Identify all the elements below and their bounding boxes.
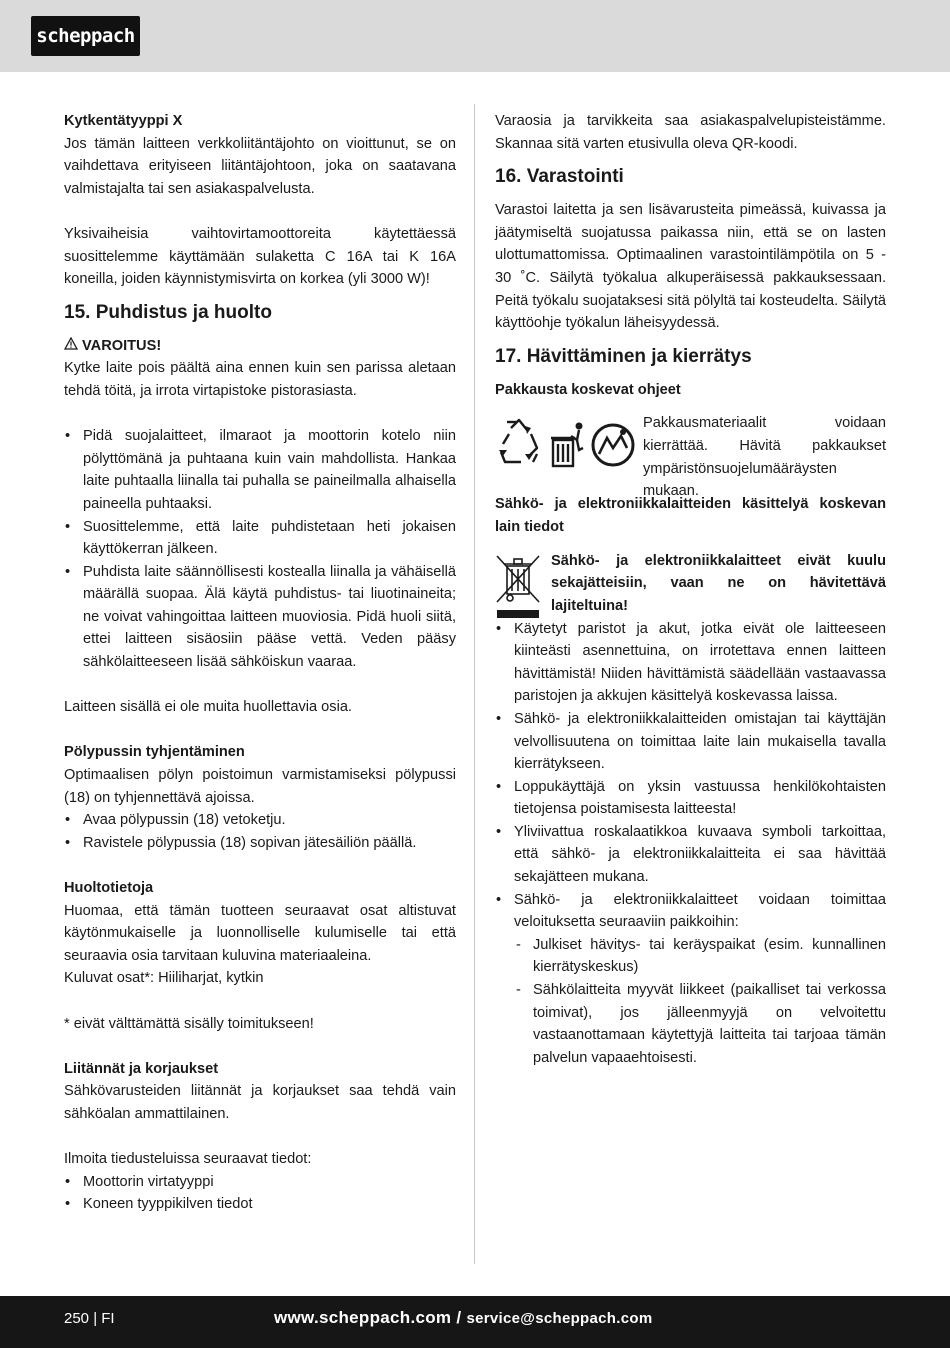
recycling-icons <box>495 418 637 474</box>
list-item: • Moottorin virtatyyppi <box>64 1171 456 1194</box>
packaging-text: Pakkausmateriaalit voidaan kierrättää. Hävitä pakkaukset ympäristönsuojelumääräysten mukaan. <box>643 415 886 500</box>
weee-bold-text: Sähkö- ja elektroniikkalaitteet eivät kuulu sekajätteisiin, vaan ne on hävitettävä lajiteltuina! <box>551 552 886 614</box>
page-footer <box>0 1296 950 1348</box>
dust-heading: Pölypussin tyhjentäminen <box>64 744 245 761</box>
warning-text: Kytke laite pois päältä aina ennen kuin sen parissa aletaan tehdä töitä, ja irrota virtapistoke pistorasiasta. <box>64 360 456 399</box>
service-text: Huomaa, että tämän tuotteen seuraavat osat altistuvat käytönmukaiselle ja luonnolliselle kulumiselle tai että seuraavia osia tarvitaan kuluvina materiaaleina. <box>64 902 456 964</box>
list-item: • Suosittelemme, että laite puhdistetaan heti jokaisen käyttökerran jälkeen. <box>64 516 456 561</box>
right-column <box>495 110 886 1069</box>
single-phase-text: Yksivaiheisia vaihtovirtamoottoreita käytettäessä suosittelemme käyttämään sulaketta C 16A tai K 16A koneilla, joiden käynnistymisvirta on korkea (yli 3000 W)! <box>64 225 456 288</box>
page-number-value: 250 <box>64 1310 90 1327</box>
crossed-out-bin-icon <box>495 554 543 628</box>
list-item: • Avaa pölypussin (18) vetoketju. <box>64 809 456 832</box>
column-divider <box>474 104 475 1264</box>
list-item: - Sähkölaitteita myyvät liikkeet (paikalliset tai verkossa toimivat), jos jälleenmyyjä on velvoitettu vastaanottamaan käytettyjä laitteita tai tarjoaa tämän palvelun vapaaehtoisesti. <box>514 979 886 1069</box>
list-item: - Julkiset hävitys- tai keräyspaikat (esim. kunnallinen kierrätyskeskus) <box>514 934 886 979</box>
list-item: • Käytetyt paristot ja akut, jotka eivät ole laitteeseen kiinteästi asennettuina, on irrotettava ennen laitteen hävittämistä! Niiden hävittämistä säädellään vastaavassa paristojen ja akkujen käsittelyä koskevassa laissa. <box>495 618 886 708</box>
storage-text: Varastoi laitetta ja sen lisävarusteita pimeässä, kuivassa ja jäätymiseltä suojatussa paikassa niin, että se on lasten ulottumattomissa. Optimaalinen varastointilämpötila on 5 - 30 ˚C. Säilytä työkalua alkuperäisessä pakkauksessaan. Peitä työkalu suojataksesi sitä pölyltä tai kosteudelta. Säilytä käyttöohje työkalun läheisyydessä. <box>495 202 887 332</box>
list-item: • Sähkö- ja elektroniikkalaitteet voidaan toimittaa veloituksetta seuraaviin paikkoihin: <box>495 889 886 934</box>
connections-heading: Liitännät ja korjaukset <box>64 1060 219 1077</box>
weee-heading: Sähkö- ja elektroniikkalaitteiden käsittelyä koskevan lain tiedot <box>495 496 886 535</box>
cleaning-list <box>64 425 456 674</box>
inquiry-list <box>64 1171 456 1216</box>
service-heading: Huoltotietoja <box>64 880 154 896</box>
inquiry-text: Ilmoita tiedusteluissa seuraavat tiedot: <box>64 1151 312 1168</box>
list-item: • Sähkö- ja elektroniikkalaitteiden omistajan tai käyttäjän velvollisuutena on toimittaa laite lain mukaisella tavalla kierrätykseen. <box>495 708 886 776</box>
wear-parts: Kuluvat osat*: Hiiliharjat, kytkin <box>64 970 264 987</box>
packaging-heading: Pakkausta koskevat ohjeet <box>495 381 681 398</box>
weee-list <box>495 618 886 934</box>
email-link[interactable]: service@scheppach.com <box>466 1310 653 1327</box>
packaging-block <box>495 412 886 500</box>
connections-text: Sähkövarusteiden liitännät ja korjaukset saa tehdä vain sähköalan ammattilainen. <box>64 1083 456 1122</box>
footnote: * eivät välttämättä sisälly toimitukseen! <box>64 1015 314 1032</box>
type-x-heading: Kytkentätyyppi X <box>64 113 183 129</box>
list-item: • Koneen tyyppikilven tiedot <box>64 1193 456 1216</box>
list-item: • Puhdista laite säännöllisesti kostealla liinalla ja vähäisellä määrällä suopaa. Älä käytä puhdistus- tai liuotinaineita; ne voivat vahingoittaa laitteen muoviosia. Pidä huoli siitä, ettei laitteen sisäosiin pääse vettä. Veden pääsy sähkölaitteeseen lisää sähköiskun vaaraa. <box>64 561 456 674</box>
section-16-title: 16. Varastointi <box>495 166 624 188</box>
packaging-icons <box>495 418 637 474</box>
language-code: FI <box>101 1310 115 1327</box>
list-item: • Ravistele pölypussia (18) sopivan jätesäiliön päällä. <box>64 832 456 855</box>
type-x-text: Jos tämän laitteen verkkoliitäntäjohto on vioittunut, se on vaihdettava erityiseen liitäntäjohtoon, joka on saatavana valmistajalta tai sen asiakaspalvelusta. <box>64 135 456 197</box>
dust-text: Optimaalisen pölyn poistoimun varmistamiseksi pölypussi (18) on tyhjennettävä ajoissa. <box>64 767 456 806</box>
spare-parts-text: Varaosia ja tarvikkeita saa asiakaspalvelupisteistämme. Skannaa sitä varten etusivulla oleva QR-koodi. <box>495 113 886 152</box>
list-item: • Loppukäyttäjä on yksin vastuussa henkilökohtaisten tietojensa poistamisesta laitteesta! <box>495 776 886 821</box>
page-header <box>0 0 950 72</box>
list-item: • Pidä suojalaitteet, ilmaraot ja moottorin kotelo niin pölyttömänä ja puhtaana kuin vain mahdollista. Hankaa laite puhtaalla liinalla tai puhalla se paineilmalla alhaisella paineella puhtaaksi. <box>64 425 456 515</box>
scheppach-logo: scheppach <box>31 16 140 56</box>
footer-links <box>274 1307 652 1330</box>
warning-triangle-icon <box>64 335 80 358</box>
warning-label: VAROITUS! <box>82 337 162 354</box>
weee-places-list <box>514 934 886 1070</box>
website-link[interactable]: www.scheppach.com <box>274 1308 452 1327</box>
weee-block <box>495 550 886 618</box>
left-column <box>64 110 456 1216</box>
warning-line <box>64 335 456 358</box>
no-parts-text: Laitteen sisällä ei ole muita huollettavia osia. <box>64 699 352 716</box>
dust-list <box>64 809 456 854</box>
section-17-title: 17. Hävittäminen ja kierrätys <box>495 345 752 367</box>
page-number: 250 | FI <box>64 1310 115 1327</box>
section-15-title: 15. Puhdistus ja huolto <box>64 301 272 323</box>
footer-separator: / <box>456 1308 462 1327</box>
list-item: • Yliviivattua roskalaatikkoa kuvaava symboli tarkoittaa, että sähkö- ja elektroniikkalaitteita ei saa hävittää sekajätteen mukana. <box>495 821 886 889</box>
